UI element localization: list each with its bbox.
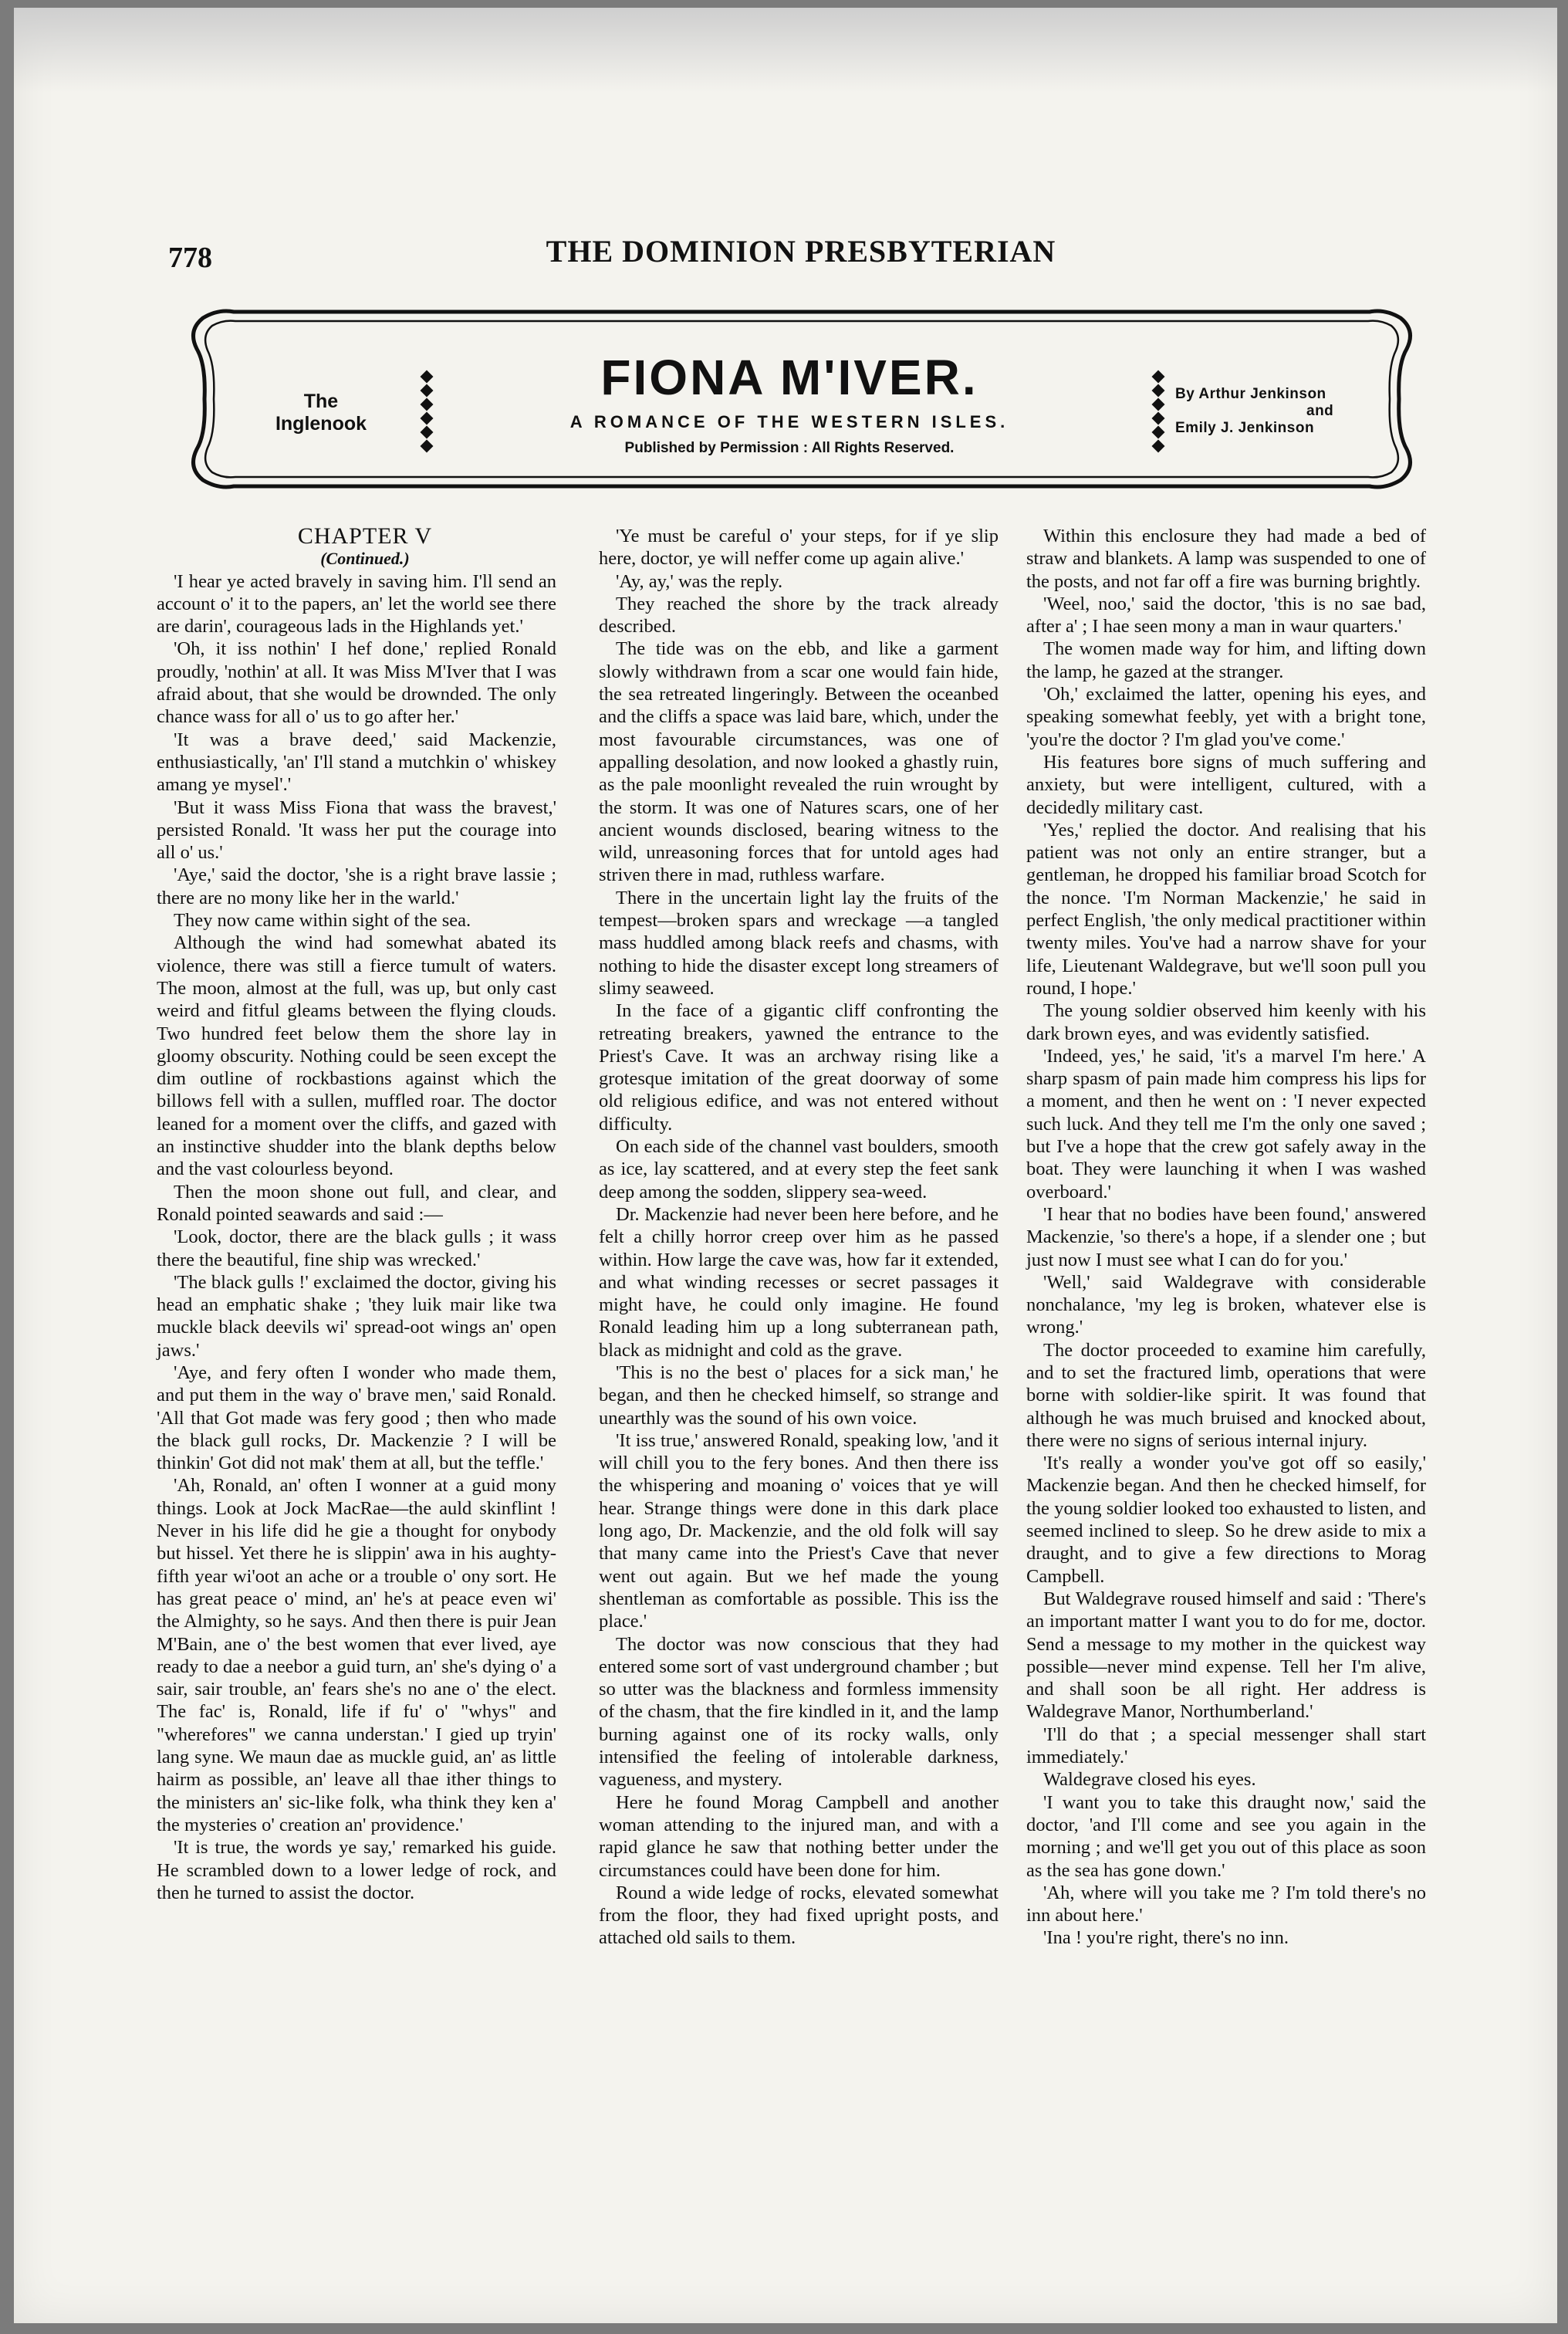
- paragraph: 'Ah, where will you take me ? I'm told there's no inn about here.': [1026, 1882, 1426, 1926]
- paragraph: 'I hear ye acted bravely in saving him. I'll send an account o' it to the papers, an' let the world see there are darin', courageous lads in the Highlands yet.': [157, 570, 556, 638]
- paragraph: They now came within sight of the sea.: [174, 910, 471, 932]
- paragraph: The doctor proceeded to examine him carefully, and to set the fractured limb, operations that were borne with soldier-like spirit. It was found that although he was much bruised and knocked about, there were no signs of serious internal injury.: [1026, 1339, 1426, 1451]
- paragraph: 'Ay, ay,' was the reply.: [616, 570, 783, 592]
- paragraph: But Waldegrave roused himself and said : 'There's an important matter I want you to do for me, doctor. Send a message to my mother in the quickest way possible—never mind expense. Tell her I'm alive, and shall soon be all right. Her address is Waldegrave Manor, Northumberland.': [1026, 1588, 1426, 1723]
- journal-title: THE DOMINION PRESBYTERIAN: [546, 234, 1056, 269]
- paragraph: 'It is true, the words ye say,' remarked his guide. He scrambled down to a lower ledge of rock, and then he turned to assist the doctor.: [157, 1837, 556, 1903]
- continued-note: (Continued.): [320, 549, 410, 569]
- paragraph: 'It's really a wonder you've got off so easily,' Mackenzie began. And then he checked himself, for the young soldier looked too exhausted to listen, and seemed inclined to sleep. So he drew aside to mix a draught, and to give a few directions to Morag Campbell.: [1026, 1453, 1426, 1587]
- paragraph: 'Ye must be careful o' your steps, for if ye slip here, doctor, ye will neffer come up again alive.': [599, 526, 999, 570]
- story-title: FIONA M'IVER.: [600, 350, 978, 405]
- paragraph: 'The black gulls !' exclaimed the doctor, giving his head an emphatic shake ; 'they luik mair like twa muckle black deevils wi' spread-oot wings an' open jaws.': [157, 1271, 556, 1361]
- paragraph: Waldegrave closed his eyes.: [1043, 1769, 1256, 1791]
- paragraph: The women made way for him, and lifting down the lamp, he gazed at the stranger.: [1026, 638, 1426, 682]
- paragraph: 'It was a brave deed,' said Mackenzie, enthusiastically, 'an' I'll stand a mutchkin o' whiskey amang ye mysel'.': [157, 729, 556, 796]
- paragraph: Round a wide ledge of rocks, elevated somewhat from the floor, they had fixed upright posts, and attached old sails to them.: [599, 1882, 999, 1949]
- paragraph: 'Ah, Ronald, an' often I wonner at a guid mony things. Look at Jock MacRae—the auld skinflint ! Never in his life did he gie a thought for onybody but hissel. Yet there he is slippin' awa in his aughty-fifth year wi'oot an ache or a trouble o' ony sort. He has great peace o' mind, an' he's at peace even wi' the Almighty, so he says. And then there is puir Jean M'Bain, ane o' the best women that ever lived, aye ready to dae a neebor a guid turn, an' she's dying o' a sair, sair trouble, an' fears she's no ane o' the elect. The fac' is, Ronald, life if fu' o' "whys" and "wherefores" we canna understan.' I gied up tryin' lang syne. We maun dae as muckle guid, an' as little hairm as possible, an' leave all thae ither things to the ministers an' sic-like folk, wha think they ken a' the mysteries o' creation an' providence.': [157, 1475, 556, 1835]
- paragraph: His features bore signs of much suffering and anxiety, but were intelligent, cultured, with a decidedly military cast.: [1026, 751, 1426, 818]
- paragraph: In the face of a gigantic cliff confronting the retreating breakers, yawned the entrance to the Priest's Cave. It was an archway rising like a grotesque imitation of the great doorway of some old religious edifice, and was not entered without difficulty.: [599, 1000, 999, 1135]
- paragraph: 'Aye, and fery often I wonder who made them, and put them in the way o' brave men,' said Ronald. 'All that Got made was fery good ; then who made the black gull rocks, Dr. Mackenzie ? I will be thinkin' Got did not mak' them at all, but the teffle.': [157, 1362, 556, 1474]
- column-1: [157, 525, 556, 1904]
- paragraph: 'Well,' said Waldegrave with considerable nonchalance, 'my leg is broken, whatever else is wrong.': [1026, 1271, 1426, 1338]
- ornament-diamonds-right: [1151, 372, 1166, 451]
- rights-notice: Published by Permission : All Rights Reserved.: [624, 440, 955, 456]
- page-header: [168, 233, 1434, 279]
- paragraph: On each side of the channel vast boulders, smooth as ice, lay scattered, and at every step the feet sank deep among the sodden, slippery sea-weed.: [599, 1136, 999, 1203]
- paragraph: 'Yes,' replied the doctor. And realising that his patient was not only an entire stranger, but a gentleman, he dropped his familiar broad Scotch for the nonce. 'I'm Norman Mackenzie,' he said in perfect English, 'the only medical practitioner within twenty miles. You've had a narrow shave for your life, Lieutenant Waldegrave, but we'll soon pull you round, I hope.': [1026, 819, 1426, 999]
- paragraph: Within this enclosure they had made a bed of straw and blankets. A lamp was suspended to one of the posts, and not far off a fire was burning brightly.: [1026, 526, 1426, 592]
- paragraph: 'But it wass Miss Fiona that wass the bravest,' persisted Ronald. 'It wass her put the courage into all o' us.': [157, 797, 556, 864]
- ornament-diamonds-left: [419, 372, 434, 451]
- paragraph: The tide was on the ebb, and like a garment slowly withdrawn from a scar one would fain hide, the sea retreated lingeringly. Between the oceanbed and the cliffs a space was laid bare, which, under the most favourable circumstances, was one of appalling desolation, and now looked a ghastly ruin, as the pale moonlight revealed the ruin wrought by the storm. It was one of Natures scars, one of her ancient wounds disclosed, bearing witness to the wild, unreasoning forces that for untold ages had striven there in mad, ruthless warfare.: [599, 638, 999, 886]
- paragraph: The young soldier observed him keenly with his dark brown eyes, and was evidently satisfied.: [1026, 1000, 1426, 1044]
- article-body: [157, 525, 1441, 2231]
- column-3: [1026, 525, 1426, 1950]
- story-subtitle: A ROMANCE OF THE WESTERN ISLES.: [569, 412, 1009, 431]
- paragraph: Here he found Morag Campbell and another woman attending to the injured man, and with a rapid glance he saw that nothing better under the circumstances could have been done for him.: [599, 1791, 999, 1881]
- paragraph: Then the moon shone out full, and clear, and Ronald pointed seawards and said :—: [157, 1181, 556, 1225]
- paragraph: 'Ina ! you're right, there's no inn.: [1043, 1927, 1289, 1949]
- paragraph: 'I'll do that ; a special messenger shall start immediately.': [1026, 1723, 1426, 1768]
- paragraph: 'Oh,' exclaimed the latter, opening his eyes, and speaking somewhat feebly, yet with a bright tone, 'you're the doctor ? I'm glad you've come.': [1026, 684, 1426, 750]
- chapter-heading: CHAPTER V: [297, 523, 433, 549]
- page-number: 778: [168, 242, 212, 274]
- story-banner: [172, 295, 1431, 503]
- newspaper-page: [14, 8, 1557, 2323]
- paragraph: 'This is no the best o' places for a sick man,' he began, and then he checked himself, so strange and unearthly was the sound of his own voice.: [599, 1362, 999, 1429]
- paragraph: 'Weel, noo,' said the doctor, 'this is no sae bad, after a' ; I hae seen mony a man in waur quarters.': [1026, 593, 1426, 638]
- section-label: The Inglenook: [275, 391, 367, 435]
- paragraph: 'Aye,' said the doctor, 'she is a right brave lassie ; there are no mony like her in the warld.': [157, 864, 556, 908]
- paragraph: They reached the shore by the track already described.: [599, 593, 999, 638]
- paragraph: 'Look, doctor, there are the black gulls ; it wass there the beautiful, fine ship was wrecked.': [157, 1226, 556, 1270]
- author-byline: By Arthur Jenkinson and Emily J. Jenkinson: [1175, 386, 1334, 436]
- page-top-shading: [14, 8, 1557, 93]
- paragraph: 'It iss true,' answered Ronald, speaking low, 'and it will chill you to the fery bones. And then there iss the whispering and moaning o' voices that ye will hear. Strange things were done in this dark place long ago, Dr. Mackenzie, and the old folk will say that many came into the Priest's Cave that never went out again. But we hef made the young shentleman as comfortable as possible. This iss the place.': [599, 1429, 999, 1632]
- paragraph: 'Oh, it iss nothin' I hef done,' replied Ronald proudly, 'nothin' at all. It was Miss M'Iver that I was afraid about, that she would be drownded. The only chance wass for all o' us to go after her.': [157, 638, 556, 728]
- paragraph: Dr. Mackenzie had never been here before, and he felt a chilly horror creep over him as he passed within. How large the cave was, how far it extended, and what winding recesses or secret passages it might have, he could only imagine. He found Ronald leading him up a long subterranean path, black as midnight and cold as the grave.: [599, 1203, 999, 1361]
- paragraph: There in the uncertain light lay the fruits of the tempest—broken spars and wreckage —a tangled mass huddled among black reefs and chasms, with nothing to hide the disaster except long streamers of slimy seaweed.: [599, 887, 999, 999]
- paragraph: 'Indeed, yes,' he said, 'it's a marvel I'm here.' A sharp spasm of pain made him compress his lips for a moment, and then he went on : 'I never expected such luck. And they tell me I'm the only one saved ; but I've a hope that the crew got safely away in the boat. They were launching it when I was washed overboard.': [1026, 1045, 1426, 1203]
- paragraph: 'I hear that no bodies have been found,' answered Mackenzie, 'so there's a hope, if a slender one ; but just now I must see what I can do for you.': [1026, 1203, 1426, 1270]
- paragraph: 'I want you to take this draught now,' said the doctor, 'and I'll come and see you again in the morning ; and we'll get you out of this place as soon as the sea has gone down.': [1026, 1791, 1426, 1881]
- column-2: [599, 525, 999, 1950]
- paragraph: The doctor was now conscious that they had entered some sort of vast underground chamber ; but so utter was the blackness and formless immensity of the chasm, that the fire kindled in it, and the lamp burning against one of its rocky walls, only intensified the feeling of intolerable darkness, vagueness, and mystery.: [599, 1633, 999, 1791]
- paragraph: Although the wind had somewhat abated its violence, there was still a fierce tumult of waters. The moon, almost at the full, was up, but only cast weird and fitful gleams between the flying clouds. Two hundred feet below them the shore lay in gloomy obscurity. Nothing could be seen except the dim outline of rockbastions against which the billows fell with a sullen, muffled roar. The doctor leaned for a moment over the cliffs, and gazed with an instinctive shudder into the blank depths below and the vast colourless beyond.: [157, 932, 556, 1180]
